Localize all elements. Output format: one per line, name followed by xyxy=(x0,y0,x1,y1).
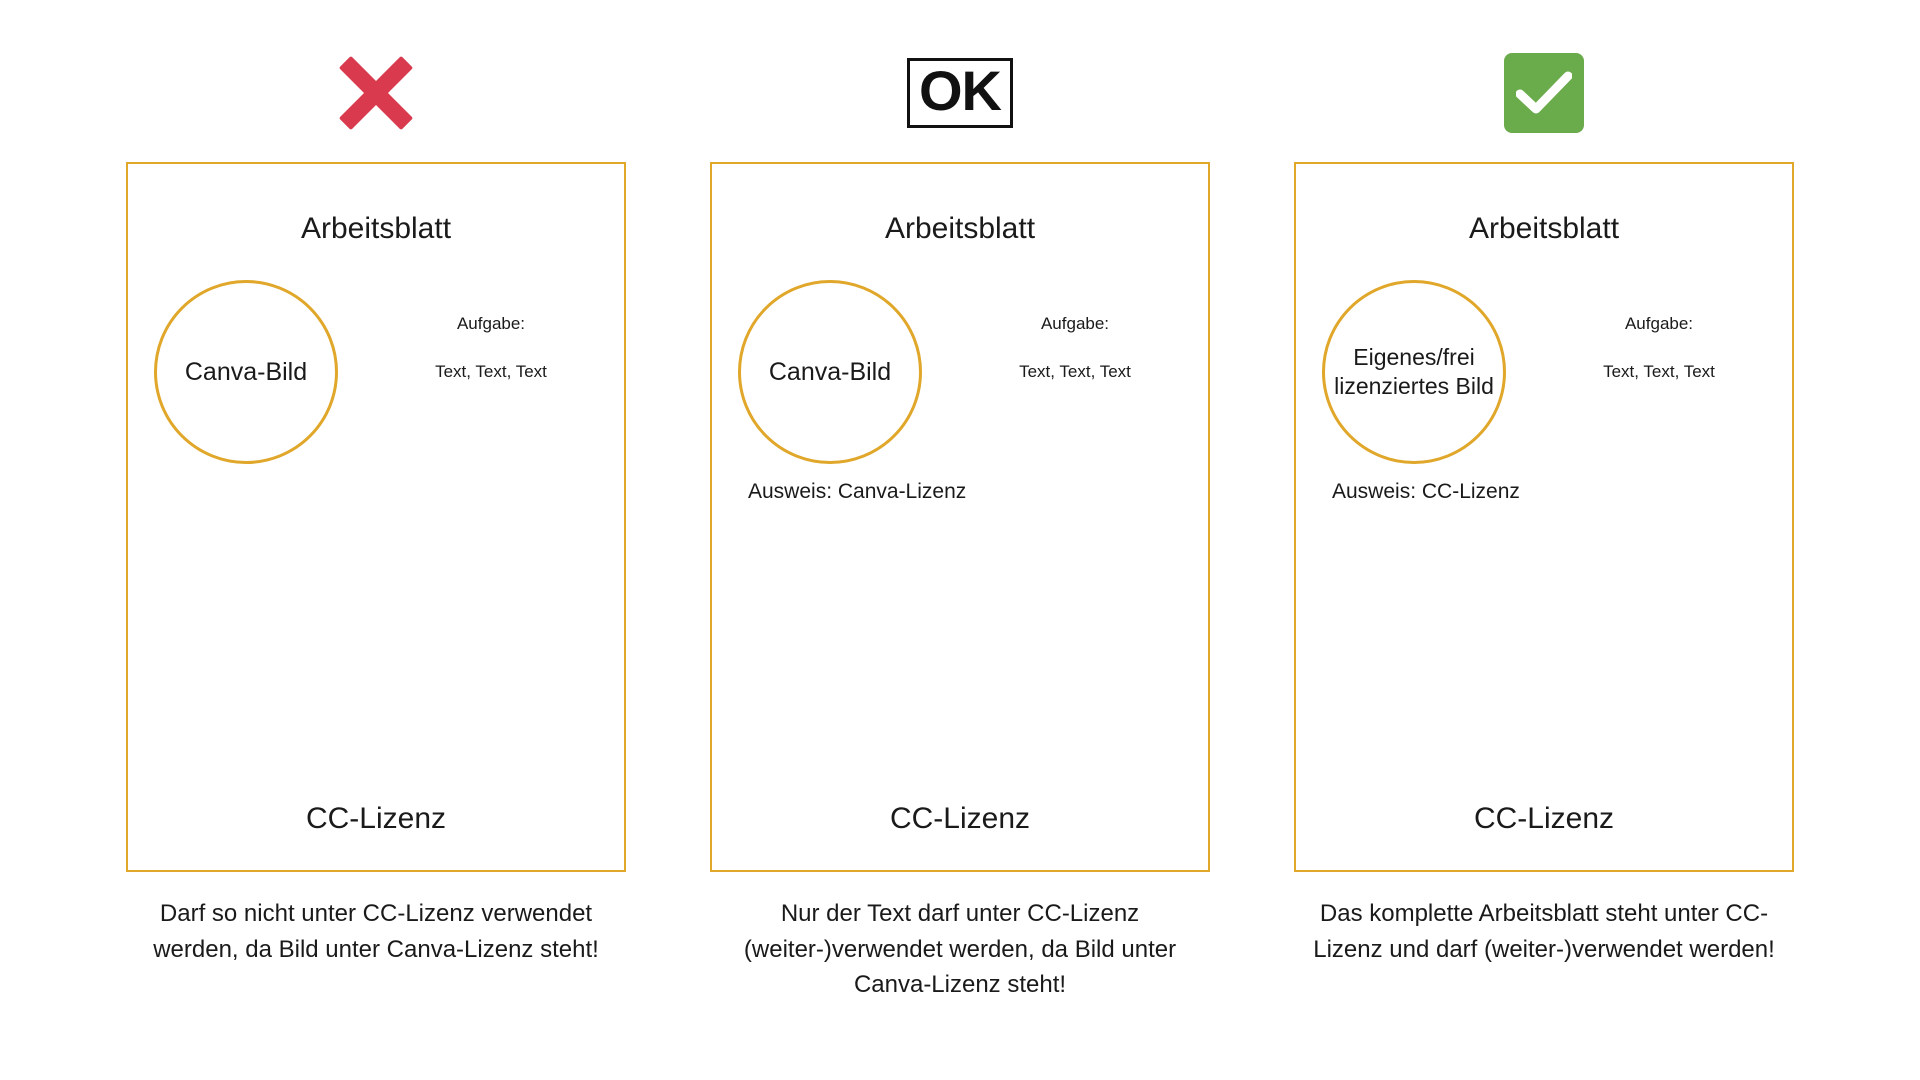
task-label: Aufgabe: xyxy=(1624,314,1694,333)
task-block xyxy=(376,314,606,382)
image-placeholder-label: Eigenes/frei lizenziertes Bild xyxy=(1334,343,1494,399)
ok-box-icon: OK xyxy=(907,58,1013,128)
column-partly-allowed xyxy=(690,38,1230,1003)
task-block xyxy=(1544,314,1774,382)
task-text: Text, Text, Text xyxy=(1603,362,1715,381)
worksheet-card xyxy=(1294,162,1794,872)
image-placeholder-label: Canva-Bild xyxy=(184,358,308,386)
column-not-allowed xyxy=(106,38,646,967)
status-mark xyxy=(907,38,1013,148)
image-placeholder xyxy=(1322,280,1506,464)
green-check-icon xyxy=(1504,53,1584,133)
column-allowed xyxy=(1274,38,1814,967)
image-placeholder xyxy=(738,280,922,464)
license-note: Ausweis: Canva-Lizenz xyxy=(748,480,967,503)
worksheet-license-footer: CC-Lizenz xyxy=(305,802,447,835)
worksheet-title: Arbeitsblatt xyxy=(1468,212,1620,245)
column-caption: Darf so nicht unter CC-Lizenz verwendet werden, da Bild unter Canva-Lizenz steht! xyxy=(153,900,599,963)
red-cross-icon xyxy=(333,50,419,136)
image-placeholder xyxy=(154,280,338,464)
column-caption: Das komplette Arbeitsblatt steht unter CC-Lizenz und darf (weiter-)verwendet werden! xyxy=(1313,900,1775,963)
worksheet-body xyxy=(128,280,624,510)
task-text: Text, Text, Text xyxy=(435,362,547,381)
worksheet-title: Arbeitsblatt xyxy=(300,212,452,245)
worksheet-license-footer: CC-Lizenz xyxy=(1473,802,1615,835)
status-mark xyxy=(1504,38,1584,148)
worksheet-body xyxy=(1296,280,1792,510)
task-label: Aufgabe: xyxy=(1040,314,1110,333)
worksheet-card xyxy=(126,162,626,872)
image-placeholder-label: Canva-Bild xyxy=(768,358,892,386)
status-mark xyxy=(333,38,419,148)
task-text: Text, Text, Text xyxy=(1019,362,1131,381)
worksheet-title: Arbeitsblatt xyxy=(884,212,1036,245)
worksheet-card xyxy=(710,162,1210,872)
license-note: Ausweis: CC-Lizenz xyxy=(1332,480,1520,503)
worksheet-body xyxy=(712,280,1208,510)
task-label: Aufgabe: xyxy=(456,314,526,333)
worksheet-license-footer: CC-Lizenz xyxy=(889,802,1031,835)
column-caption: Nur der Text darf unter CC-Lizenz (weiter-)verwendet werden, da Bild unter Canva-Lizenz steht! xyxy=(743,900,1177,999)
task-block xyxy=(960,314,1190,382)
